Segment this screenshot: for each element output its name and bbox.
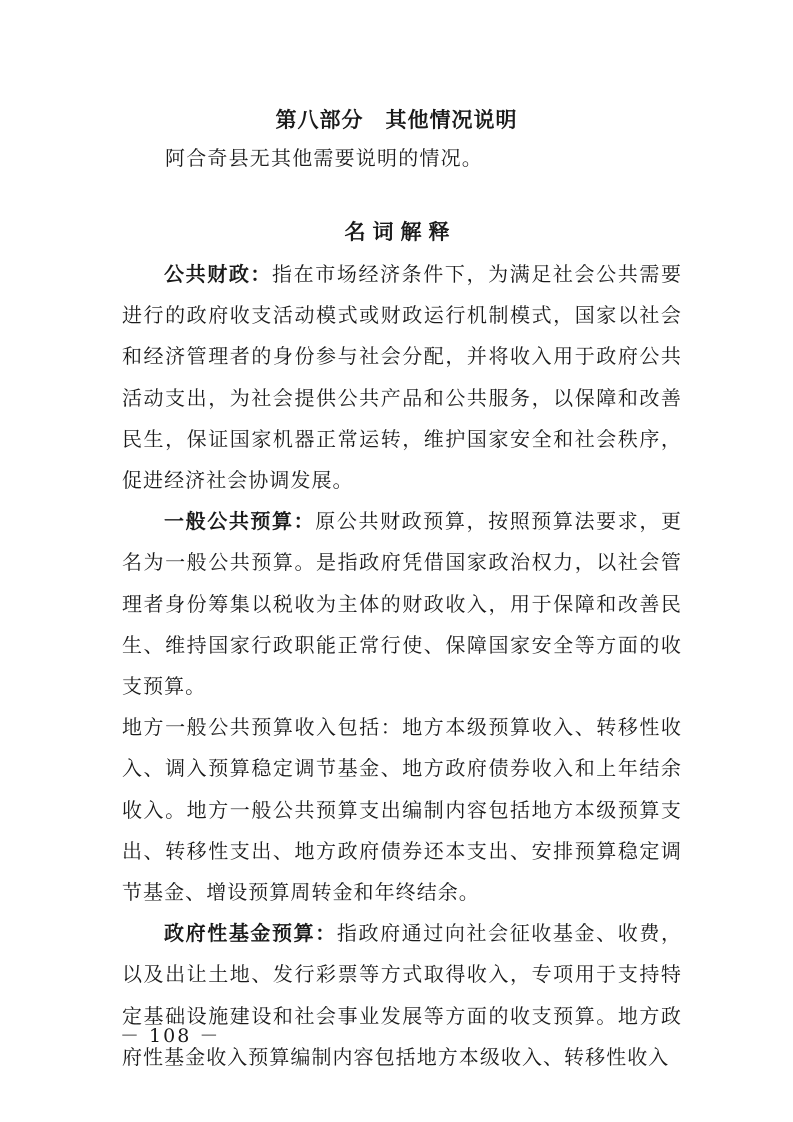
entry-government-fund-budget xyxy=(122,913,682,1078)
paragraph-text: 地方一般公共预算收入包括：地方本级预算收入、转移性收入、调入预算稳定调节基金、地方政府债券收入和上年结余收入。地方一般公共预算支出编制内容包括地方本级预算支出、转移性支出、地方政府债券还本支出、安排预算稳定调节基金、增设预算周转金和年终结余。 xyxy=(122,715,682,905)
term-label: 公共财政： xyxy=(164,262,273,286)
term-label: 一般公共预算： xyxy=(164,509,316,534)
entry-local-general-budget xyxy=(122,707,682,913)
section-heading: 第八部分 其他情况说明 xyxy=(275,108,518,132)
entry-public-finance xyxy=(122,254,682,501)
intro-paragraph: 阿合奇县无其他需要说明的情况。 xyxy=(165,146,483,170)
term-label: 政府性基金预算： xyxy=(164,921,337,946)
term-definition: 指在市场经济条件下，为满足社会公共需要进行的政府收支活动模式或财政运行机制模式，国家以社会和经济管理者的身份参与社会分配，并将收入用于政府公共活动支出，为社会提供公共产品和公共服务，以保障和改善民生，保证国家机器正常运转，维护国家安全和社会秩序，促进经济社会协调发展。 xyxy=(122,262,683,493)
term-definition: 指政府通过向社会征收基金、收费，以及出让土地、发行彩票等方式取得收入，专项用于支持特定基础设施建设和社会事业发展等方面的收支预算。地方政府性基金收入预算编制内容包括地方本级收入、转移性收入 xyxy=(122,921,682,1069)
term-definition: 原公共财政预算，按照预算法要求，更名为一般公共预算。是指政府凭借国家政治权力，以社会管理者身份筹集以税收为主体的财政收入，用于保障和改善民生、维持国家行政职能正常行使、保障国家安全等方面的收支预算。 xyxy=(122,509,682,699)
page-number: － 108 － xyxy=(120,1025,221,1047)
glossary-body xyxy=(122,254,682,1078)
entry-general-public-budget xyxy=(122,501,682,707)
glossary-title: 名词解释 xyxy=(344,220,457,244)
